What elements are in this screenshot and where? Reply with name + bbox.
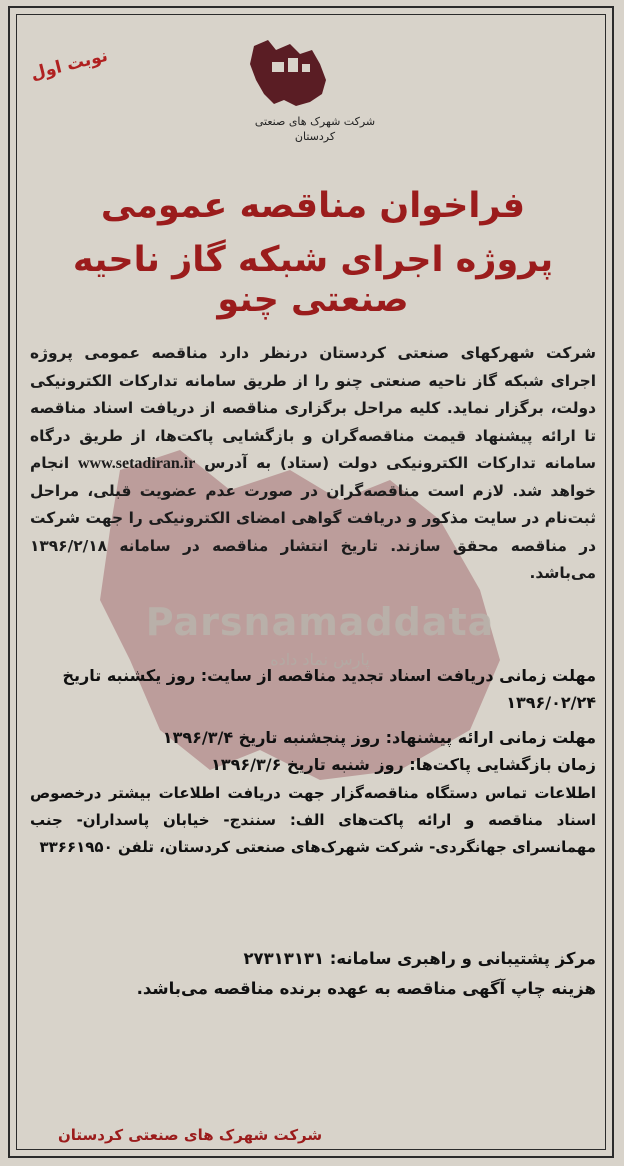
company-name-line2: کردستان: [294, 130, 336, 143]
deadlines-section: [30, 662, 596, 861]
paragraph-part2: انجام خواهد شد. لازم است مناقصه‌گران در صورت عدم عضویت قبلی، مراحل ثبت‌نام در سایت مذکور و دریافت گواهی امضای الکترونیکی را جهت شرکت در مناقصه محقق سازند. تاریخ انتشار مناقصه در سامانه ۱۳۹۶/۲/۱۸ می‌باشد.: [30, 454, 596, 582]
company-name-line1: شرکت شهرک های صنعتی: [254, 115, 376, 128]
website-link[interactable]: www.setadiran.ir: [77, 455, 196, 472]
footer-signature: شرکت شهرک های صنعتی کردستان: [58, 1126, 323, 1144]
main-title: فراخوان مناقصه عمومی: [100, 186, 526, 226]
paragraph-part1: شرکت شهرکهای صنعتی کردستان درنظر دارد مناقصه عمومی پروژه اجرای شبکه گاز ناحیه صنعتی چنو را از طریق سامانه تدارکات الکترونیکی دولت، برگزار نماید. کلیه مراحل برگزاری مناقصه از دریافت اسناد مناقصه تا ارائه پیشنهاد قیمت مناقصه‌گران و بازگشایی پاکت‌ها، از طریق درگاه سامانه تدارکات الکترونیکی دولت (ستاد) به آدرس: [30, 344, 597, 472]
document-receipt-deadline: مهلت زمانی دریافت اسناد تجدید مناقصه از سایت: روز یکشنبه تاریخ ۱۳۹۶/۰۲/۲۴: [62, 666, 596, 712]
company-logo-icon: [246, 36, 332, 110]
support-center: مرکز پشتیبانی و راهبری سامانه: ۲۷۳۱۳۱۳۱: [243, 949, 596, 968]
announcement-paragraph: [30, 340, 596, 588]
printing-cost-note: هزینه چاپ آگهی مناقصه به عهده برنده مناقصه می‌باشد.: [136, 979, 596, 998]
proposal-submission-deadline: مهلت زمانی ارائه پیشنهاد: روز پنجشنبه تاریخ ۱۳۹۶/۳/۴: [162, 728, 596, 747]
envelope-opening-date: زمان بازگشایی پاکت‌ها: روز شنبه تاریخ ۱۳۹۶/۳/۶: [211, 755, 596, 774]
support-section: [30, 944, 596, 1004]
contact-info: اطلاعات تماس دستگاه مناقصه‌گزار جهت دریافت اطلاعات بیشتر درخصوص اسناد مناقصه و ارائه پاکت‌های الف: سنندج- خیابان پاسداران- جنب مهمانسرای جهانگردی- شرکت شهرک‌های صنعتی کردستان، تلفن ۳۳۶۶۱۹۵۰: [30, 784, 596, 856]
first-publication-badge: نوبت اول: [28, 45, 110, 85]
company-name: [230, 114, 400, 144]
watermark-text: Parsnamaddata: [145, 600, 495, 644]
watermark-subtext: پارس نماد داده: [270, 650, 370, 669]
announcement-body: [30, 340, 596, 588]
project-title: پروژه اجرای شبکه گاز ناحیه صنعتی چنو: [72, 240, 554, 320]
